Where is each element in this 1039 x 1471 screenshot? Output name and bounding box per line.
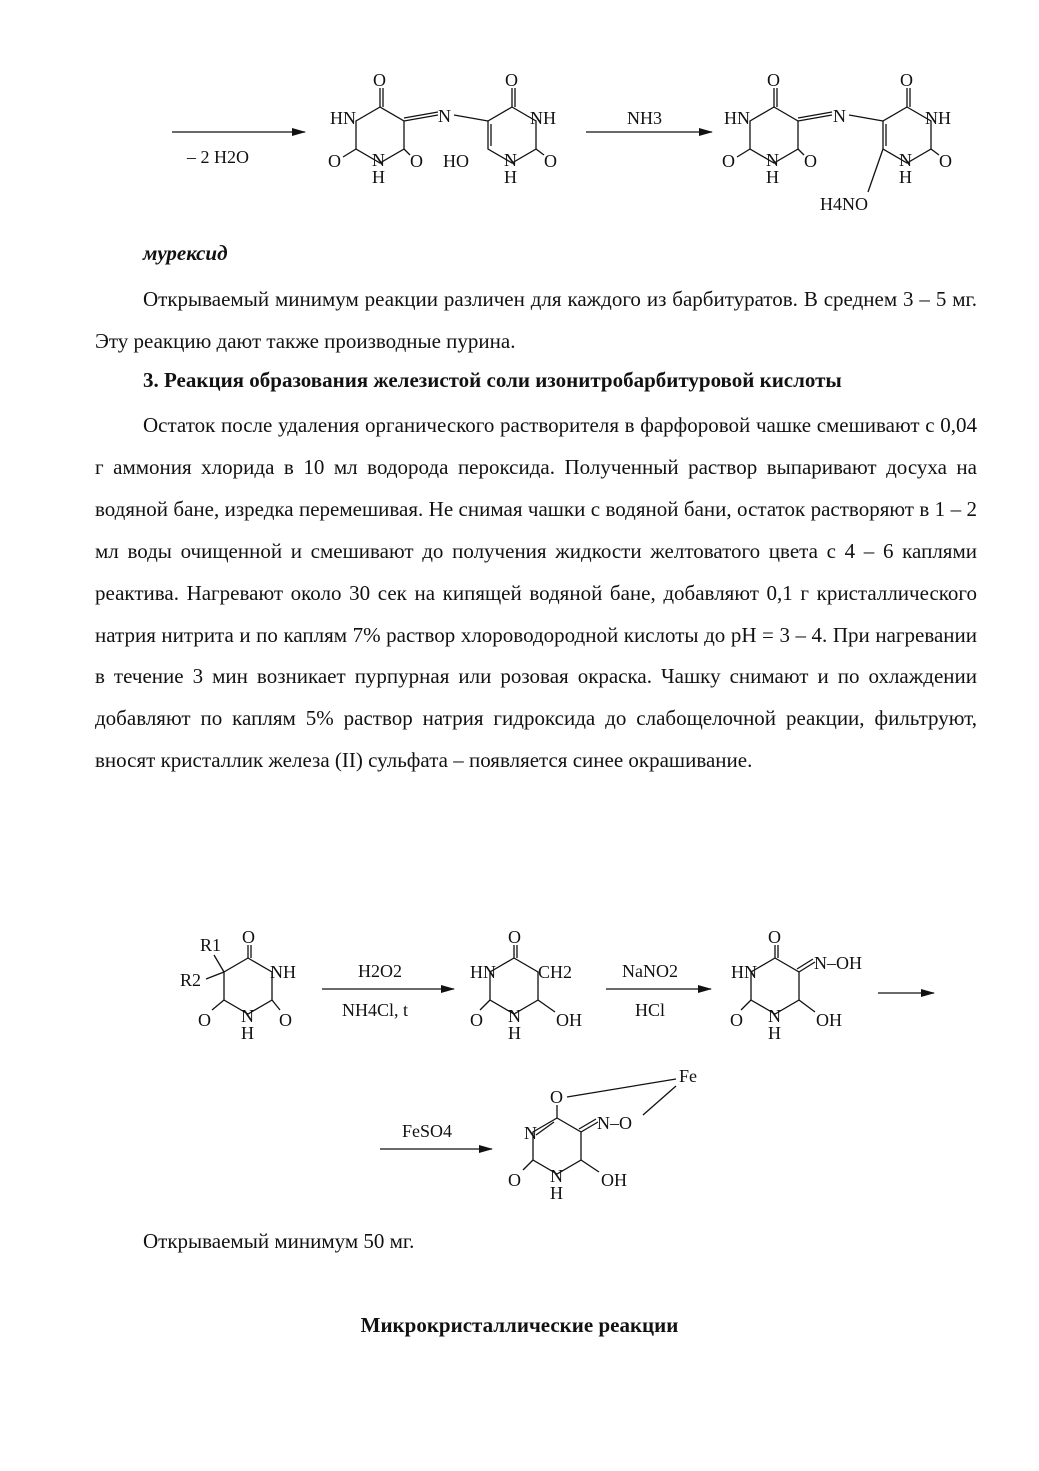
svg-text:N: N	[899, 150, 912, 170]
r1-label: R1	[200, 935, 222, 955]
svg-text:O: O	[730, 1010, 743, 1030]
svg-text:N: N	[508, 1006, 521, 1026]
svg-text:N: N	[241, 1006, 254, 1026]
svg-text:NH: NH	[530, 108, 556, 128]
murexide-caption: мурексид	[143, 241, 228, 265]
step2-reagent: NaNO2	[622, 961, 678, 981]
barbituric-acid-structure	[470, 927, 582, 1043]
svg-text:O: O	[470, 1010, 483, 1030]
svg-text:O: O	[242, 927, 255, 947]
svg-text:N: N	[504, 150, 517, 170]
svg-text:O: O	[804, 151, 817, 171]
svg-text:CH2: CH2	[538, 962, 573, 982]
svg-text:N: N	[438, 106, 451, 126]
svg-text:O: O	[767, 70, 780, 90]
section-heading-3: 3. Реакция образования железистой соли изонитробарбитуровой кислоты	[143, 368, 842, 392]
svg-text:O: O	[939, 151, 952, 171]
svg-text:H: H	[241, 1023, 254, 1043]
svg-text:O: O	[373, 70, 386, 90]
svg-text:H: H	[768, 1023, 781, 1043]
svg-text:H: H	[508, 1023, 521, 1043]
step2-conditions: HCl	[635, 1000, 666, 1020]
svg-text:N: N	[768, 1006, 781, 1026]
svg-text:HN: HN	[330, 108, 356, 128]
svg-text:H4NO: H4NO	[820, 194, 868, 214]
svg-text:H: H	[766, 167, 779, 187]
detection-limit-note: Открываемый минимум 50 мг.	[143, 1229, 415, 1253]
svg-text:O: O	[768, 927, 781, 947]
svg-text:O: O	[900, 70, 913, 90]
section-title-microcrystalline: Микрокристаллические реакции	[360, 1313, 679, 1337]
svg-text:O: O	[550, 1087, 563, 1107]
svg-text:H: H	[550, 1183, 563, 1203]
paragraph-procedure: Остаток после удаления органического растворителя в фарфоровой чашке смешивают с 0,04 г аммония хлорида в 10 мл водорода пероксида. Полученный раствор выпаривают досуха на водяной бане, изредка перемешивая. Не снимая чашки с водяной бани, остаток растворяют в 1 – 2 мл воды очищенной и смешивают до получения жидкости желтоватого цвета с 4 – 6 каплями реактива. Нагревают около 30 сек на кипящей водяной бане, добавляют 0,1 г кристаллического натрия нитрита и по каплям 7% раствор хлороводородной кислоты до pH = 3 – 4. При нагревании в течение 3 мин возникает пурпурная или розовая окраска. Чашку снимают и по охлаждении добавляют по каплям 5% раствор натрия гидроксида до слабощелочной реакции, фильтруют, вносят кристаллик железа (II) сульфата – появляется синее окрашивание.	[95, 413, 977, 773]
svg-text:HN: HN	[470, 962, 496, 982]
svg-text:N: N	[833, 106, 846, 126]
murexide-middle-ring	[443, 70, 557, 187]
svg-text:N: N	[524, 1123, 537, 1143]
svg-text:NH: NH	[270, 962, 296, 982]
svg-text:HN: HN	[731, 962, 757, 982]
svg-text:NH: NH	[925, 108, 951, 128]
step3-reagent: FeSO4	[402, 1121, 453, 1141]
murexide-product-right-ring	[820, 70, 952, 214]
murexide-left-ring	[328, 70, 451, 187]
svg-text:H: H	[899, 167, 912, 187]
svg-text:N: N	[372, 150, 385, 170]
murexide-product-left-ring	[722, 70, 846, 187]
step1-reagent: H2O2	[358, 961, 402, 981]
svg-text:O: O	[328, 151, 341, 171]
svg-text:O: O	[198, 1010, 211, 1030]
svg-text:OH: OH	[601, 1170, 627, 1190]
svg-text:OH: OH	[556, 1010, 582, 1030]
svg-text:H: H	[504, 167, 517, 187]
svg-text:O: O	[279, 1010, 292, 1030]
svg-text:O: O	[508, 1170, 521, 1190]
svg-text:N: N	[550, 1166, 563, 1186]
svg-text:Fe: Fe	[679, 1066, 697, 1086]
svg-text:N–OH: N–OH	[814, 953, 862, 973]
isonitrobarbituric-acid-structure	[730, 927, 862, 1043]
r2-label: R2	[180, 970, 202, 990]
murexide-scheme	[172, 70, 952, 214]
svg-text:HO: HO	[443, 151, 469, 171]
svg-text:HN: HN	[724, 108, 750, 128]
iron-complex-structure	[508, 1066, 697, 1203]
svg-text:O: O	[722, 151, 735, 171]
svg-text:H: H	[372, 167, 385, 187]
iron-salt-scheme	[180, 927, 934, 1203]
arrow-2-label: NH3	[627, 108, 662, 128]
barbiturate-structure	[180, 927, 296, 1043]
arrow-1-label: – 2 H2O	[187, 147, 249, 167]
svg-text:O: O	[505, 70, 518, 90]
svg-text:N: N	[766, 150, 779, 170]
paragraph-detection-minimum: Открываемый минимум реакции различен для каждого из барбитуратов. В среднем 3 – 5 мг. Эту реакцию дают также производные пурина.	[95, 287, 977, 353]
svg-text:OH: OH	[816, 1010, 842, 1030]
svg-text:O: O	[410, 151, 423, 171]
svg-text:N–O: N–O	[597, 1113, 632, 1133]
step1-conditions: NH4Cl, t	[342, 1000, 409, 1020]
svg-text:O: O	[544, 151, 557, 171]
svg-text:O: O	[508, 927, 521, 947]
